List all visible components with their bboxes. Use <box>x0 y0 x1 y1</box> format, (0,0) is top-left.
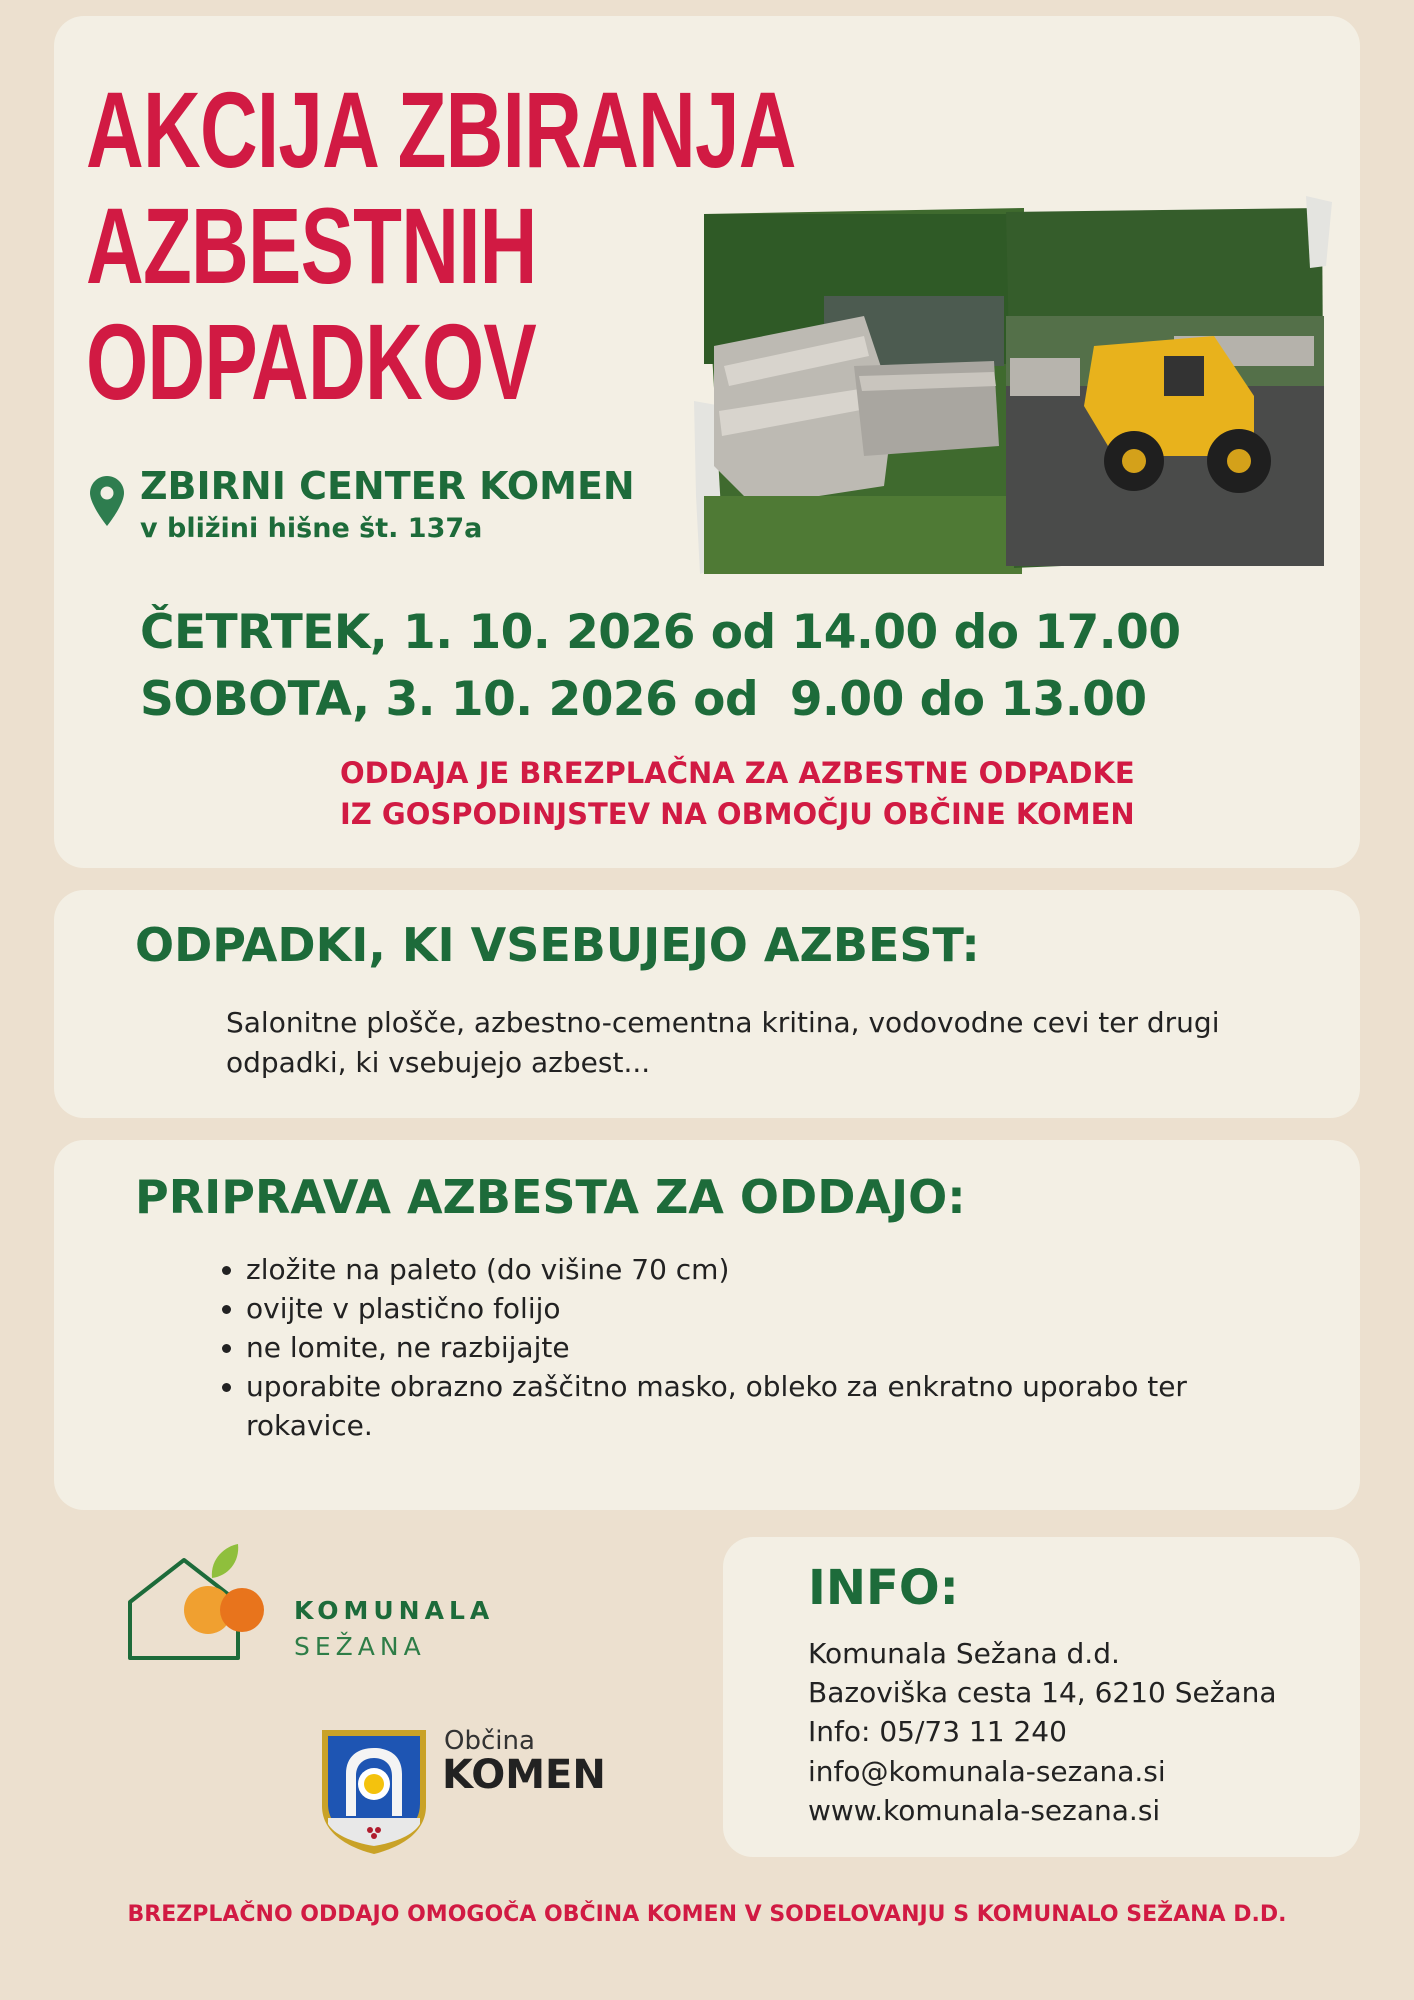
preparation-heading: PRIPRAVA AZBESTA ZA ODDAJO: <box>135 1170 966 1224</box>
map-pin-icon <box>90 476 124 526</box>
komen-crest-icon <box>318 1726 430 1856</box>
title-line-1: AKCIJA ZBIRANJA <box>86 69 796 190</box>
komunala-logo-sub: SEŽANA <box>294 1632 426 1661</box>
torn-tape-right <box>1306 196 1332 268</box>
info-website: www.komunala-sezana.si <box>808 1794 1161 1827</box>
info-email: info@komunala-sezana.si <box>808 1755 1166 1788</box>
info-address: Bazoviška cesta 14, 6210 Sežana <box>808 1676 1277 1709</box>
info-company: Komunala Sežana d.d. <box>808 1637 1120 1670</box>
waste-heading: ODPADKI, KI VSEBUJEJO AZBEST: <box>135 918 980 972</box>
asbestos-photos <box>694 196 1334 586</box>
free-notice-line-2: IZ GOSPODINJSTEV NA OBMOČJU OBČINE KOMEN <box>340 797 1135 831</box>
municipality-name: KOMEN <box>442 1752 606 1798</box>
list-item: • ne lomite, ne razbijajte <box>246 1328 1296 1367</box>
date-saturday: SOBOTA, 3. 10. 2026 od 9.00 do 13.00 <box>140 672 1147 727</box>
waste-description: Salonitne plošče, azbestno-cementna kritina, vodovodne cevi ter drugi odpadki, ki vsebujejo azbest... <box>226 1006 1220 1079</box>
municipality-label: Občina <box>444 1726 535 1756</box>
free-notice-line-1: ODDAJA JE BREZPLAČNA ZA AZBESTNE ODPADKE <box>340 756 1135 790</box>
footer-note: BREZPLAČNO ODDAJO OMOGOČA OBČINA KOMEN V SODELOVANJU S KOMUNALO SEŽANA D.D. <box>127 1902 1287 1927</box>
title-line-3: ODPADKOV <box>86 301 536 422</box>
page-title <box>86 69 796 422</box>
photo-left-pallets <box>704 208 1024 574</box>
komunala-logo-icon <box>126 1540 276 1670</box>
location-name: ZBIRNI CENTER KOMEN <box>140 464 635 508</box>
komunala-logo-name: KOMUNALA <box>294 1596 495 1625</box>
photo-right-telehandler <box>1006 208 1324 568</box>
info-phone: Info: 05/73 11 240 <box>808 1715 1067 1748</box>
list-item: • zložite na paleto (do višine 70 cm) <box>246 1250 1296 1289</box>
preparation-list <box>206 1250 1296 1445</box>
list-item: • uporabite obrazno zaščitno masko, obleko za enkratno uporabo ter rokavice. <box>246 1367 1296 1445</box>
date-thursday: ČETRTEK, 1. 10. 2026 od 14.00 do 17.00 <box>140 605 1181 660</box>
info-heading: INFO: <box>808 1560 959 1616</box>
location-detail: v bližini hišne št. 137a <box>140 513 483 544</box>
list-item: • ovijte v plastično folijo <box>246 1289 1296 1328</box>
title-line-2: AZBESTNIH <box>86 185 537 306</box>
